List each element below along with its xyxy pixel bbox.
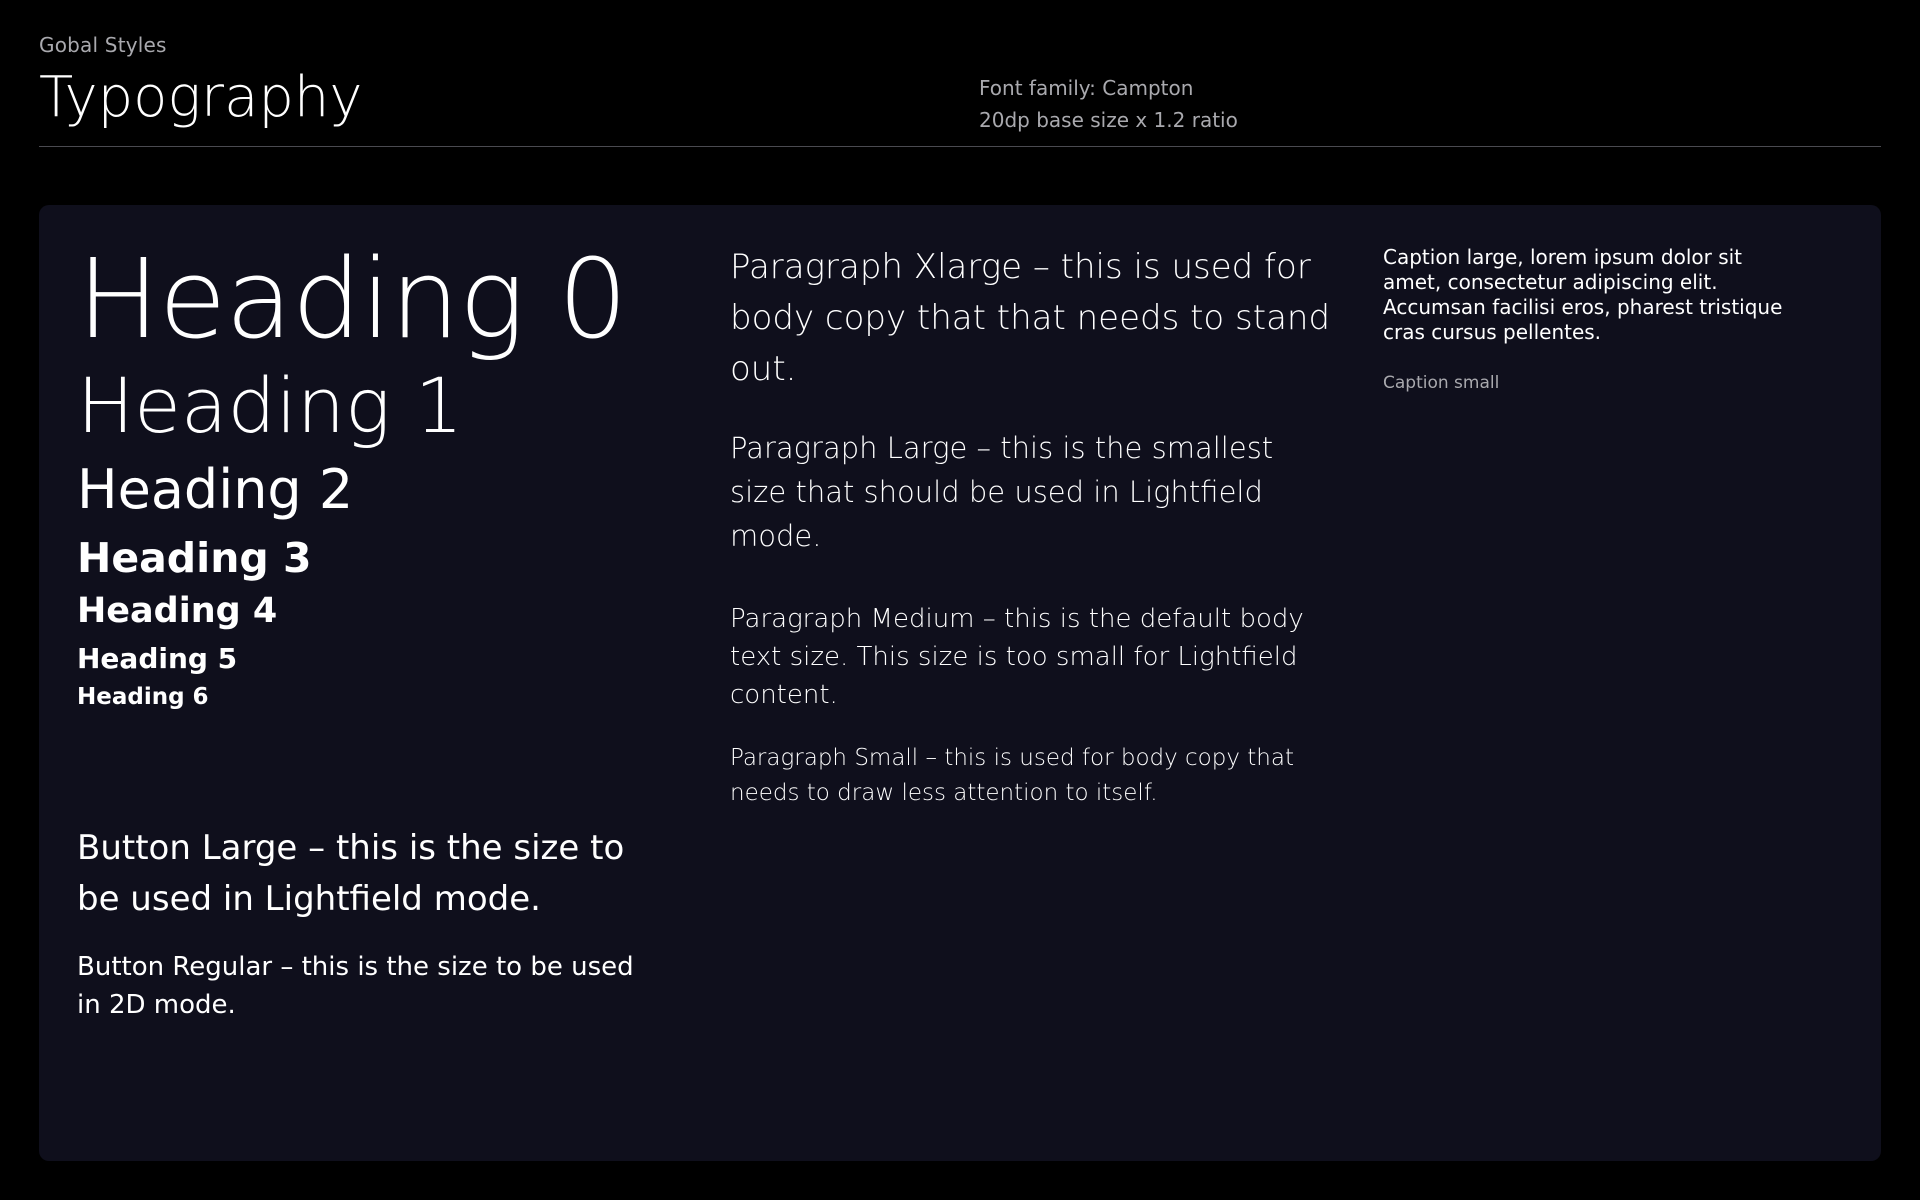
paragraph-large-sample: Paragraph Large – this is the smallest size that should be used in Lightfield mode.: [730, 431, 1274, 553]
paragraph-medium-sample: Paragraph Medium – this is the default body text size. This size is too small for Lightfield content.: [730, 604, 1304, 710]
caption-small-sample: Caption small: [1383, 373, 1500, 393]
type-specimen-panel: [39, 205, 1881, 1161]
heading-6-sample: Heading 6: [77, 684, 209, 710]
font-family-label: Font family: Campton: [979, 76, 1194, 100]
font-meta: [979, 72, 1238, 136]
heading-0-sample: Heading 0: [77, 235, 627, 363]
heading-2-sample: Heading 2: [77, 458, 354, 521]
heading-4-sample: Heading 4: [77, 591, 278, 631]
caption-large-sample: Caption large, lorem ipsum dolor sit amet, consectetur adipiscing elit. Accumsan facilisi eros, pharest tristique cras cursus pellentes.: [1383, 245, 1783, 344]
type-scale-label: 20dp base size x 1.2 ratio: [979, 108, 1238, 132]
paragraph-small-sample: Paragraph Small – this is used for body copy that needs to draw less attention to itself.: [730, 745, 1294, 806]
button-large-sample: Button Large – this is the size to be used in Lightfield mode.: [77, 828, 625, 919]
header-divider: [39, 146, 1881, 147]
heading-3-sample: Heading 3: [77, 534, 312, 582]
heading-5-sample: Heading 5: [77, 642, 238, 675]
section-eyebrow: Gobal Styles: [39, 33, 167, 57]
heading-1-sample: Heading 1: [77, 361, 464, 450]
paragraph-xlarge-sample: Paragraph Xlarge – this is used for body copy that that needs to stand out.: [730, 247, 1331, 389]
page-title: Typography: [39, 65, 363, 130]
button-regular-sample: Button Regular – this is the size to be used in 2D mode.: [77, 952, 634, 1020]
